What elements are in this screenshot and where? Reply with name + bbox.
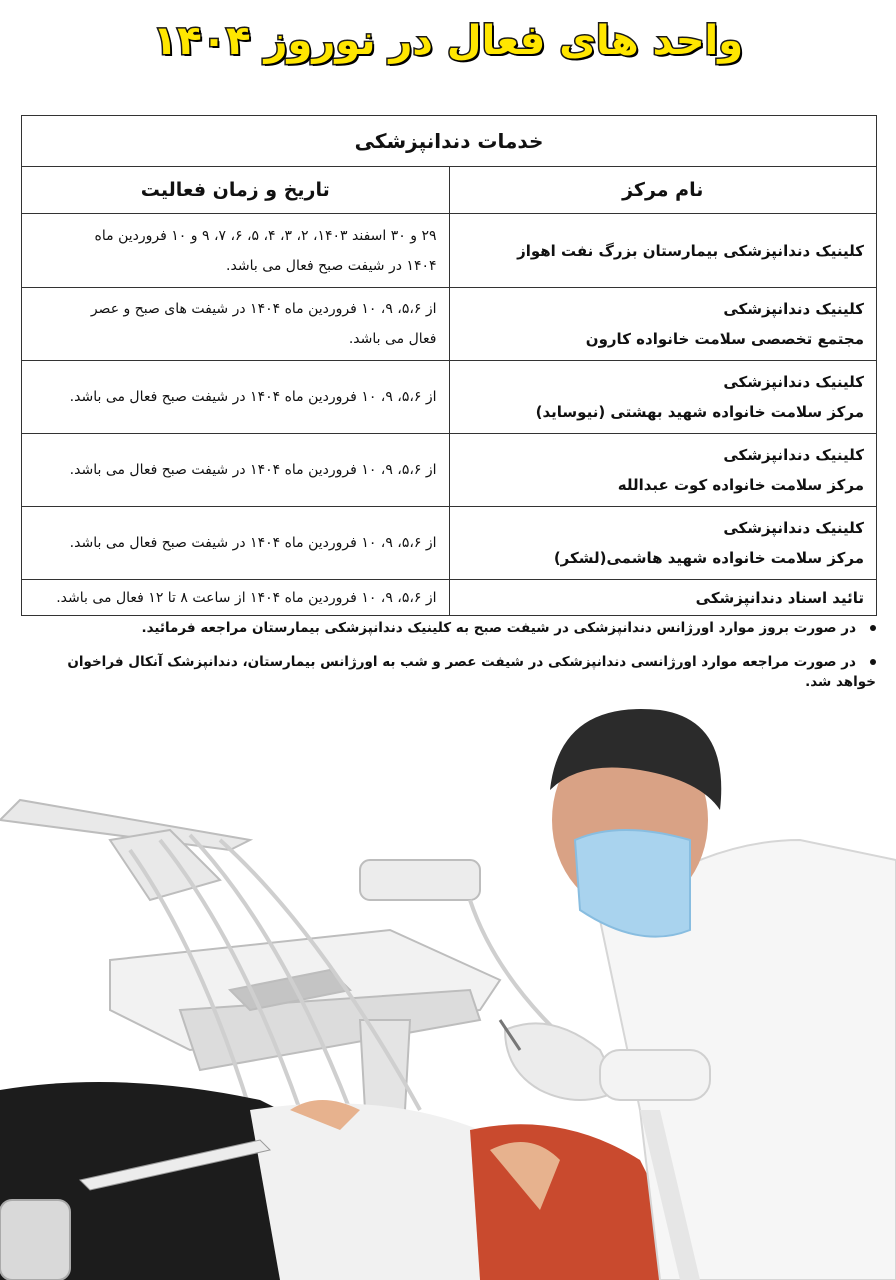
activity-date-cell xyxy=(22,434,450,507)
note-item xyxy=(40,652,876,692)
activity-date-line: فعال می باشد. xyxy=(348,331,437,347)
column-header-date: تاریخ و زمان فعالیت xyxy=(22,167,450,214)
activity-date-cell xyxy=(22,507,450,580)
table-section-header-row xyxy=(22,116,877,167)
note-text: در صورت بروز موارد اورژانس دندانپزشکی در شیفت صبح به کلینیک دندانپزشکی بیمارستان مراجعه فرمائید. xyxy=(141,620,856,636)
activity-date-line: از ۵،۶، ۹، ۱۰ فروردین ماه ۱۴۰۴ در شیفت صبح فعال می باشد. xyxy=(69,462,437,478)
center-name: کلینیک دندانپزشکی بیمارستان بزرگ نفت اهواز xyxy=(517,241,864,260)
activity-date-line: از ۵،۶، ۹، ۱۰ فروردین ماه ۱۴۰۴ از ساعت ۸ تا ۱۲ فعال می باشد. xyxy=(56,589,437,606)
activity-date-cell xyxy=(22,288,450,361)
bullet-icon xyxy=(870,625,876,631)
table-row xyxy=(22,214,877,288)
table-row xyxy=(22,580,877,616)
center-name: تائید اسناد دندانپزشکی xyxy=(695,588,864,607)
section-title: خدمات دندانپزشکی xyxy=(22,116,877,167)
note-text: در صورت مراجعه موارد اورژانسی دندانپزشکی در شیفت عصر و شب به اورژانس بیمارستان، دندانپزشک آنکال فراخوان خواهد شد. xyxy=(67,654,876,690)
center-name-cell xyxy=(449,434,877,507)
center-name-line-2: مجتمع تخصصی سلامت خانواده کارون xyxy=(585,330,864,348)
table-column-header-row xyxy=(22,167,877,214)
activity-date-cell xyxy=(22,361,450,434)
center-name-cell xyxy=(449,580,877,616)
table-row xyxy=(22,434,877,507)
activity-date-cell xyxy=(22,214,450,288)
activity-date-cell xyxy=(22,580,450,616)
center-name-line-2: مرکز سلامت خانواده شهید بهشتی (نیوساید) xyxy=(535,403,864,421)
center-name: کلینیک دندانپزشکی xyxy=(723,373,864,391)
center-name: کلینیک دندانپزشکی xyxy=(723,519,864,537)
note-item xyxy=(40,618,876,638)
center-name: کلینیک دندانپزشکی xyxy=(723,446,864,464)
activity-date-line: از ۵،۶، ۹، ۱۰ فروردین ماه ۱۴۰۴ در شیفت صبح فعال می باشد. xyxy=(69,389,437,405)
dental-unit-image xyxy=(0,800,500,1110)
patient-image xyxy=(0,1082,700,1280)
column-header-name: نام مرکز xyxy=(449,167,877,214)
table-row xyxy=(22,288,877,361)
center-name-cell xyxy=(449,288,877,361)
center-name-line-2: مرکز سلامت خانواده کوت عبدالله xyxy=(617,476,864,494)
center-name-cell xyxy=(449,361,877,434)
activity-date-line: ۱۴۰۴ در شیفت صبح فعال می باشد. xyxy=(226,257,437,274)
table-row xyxy=(22,507,877,580)
activity-date-line: ۲۹ و ۳۰ اسفند ۱۴۰۳، ۲، ۳، ۴، ۵، ۶، ۷، ۹ و ۱۰ فروردین ماه xyxy=(94,227,437,244)
center-name-line-2: مرکز سلامت خانواده شهید هاشمی(لشکر) xyxy=(553,549,864,567)
page-title-text: واحد های فعال در نوروز ۱۴۰۴ xyxy=(152,18,744,64)
center-name: کلینیک دندانپزشکی xyxy=(723,300,864,318)
activity-date-line: از ۵،۶، ۹، ۱۰ فروردین ماه ۱۴۰۴ در شیفت های صبح و عصر xyxy=(90,301,437,317)
dentist-photo xyxy=(0,690,896,1280)
page-title xyxy=(0,8,896,80)
activity-date-line: از ۵،۶، ۹، ۱۰ فروردین ماه ۱۴۰۴ در شیفت صبح فعال می باشد. xyxy=(69,535,437,551)
schedule-table xyxy=(21,115,877,616)
center-name-cell xyxy=(449,507,877,580)
table-row xyxy=(22,361,877,434)
center-name-cell xyxy=(449,214,877,288)
bullet-icon xyxy=(870,659,876,665)
